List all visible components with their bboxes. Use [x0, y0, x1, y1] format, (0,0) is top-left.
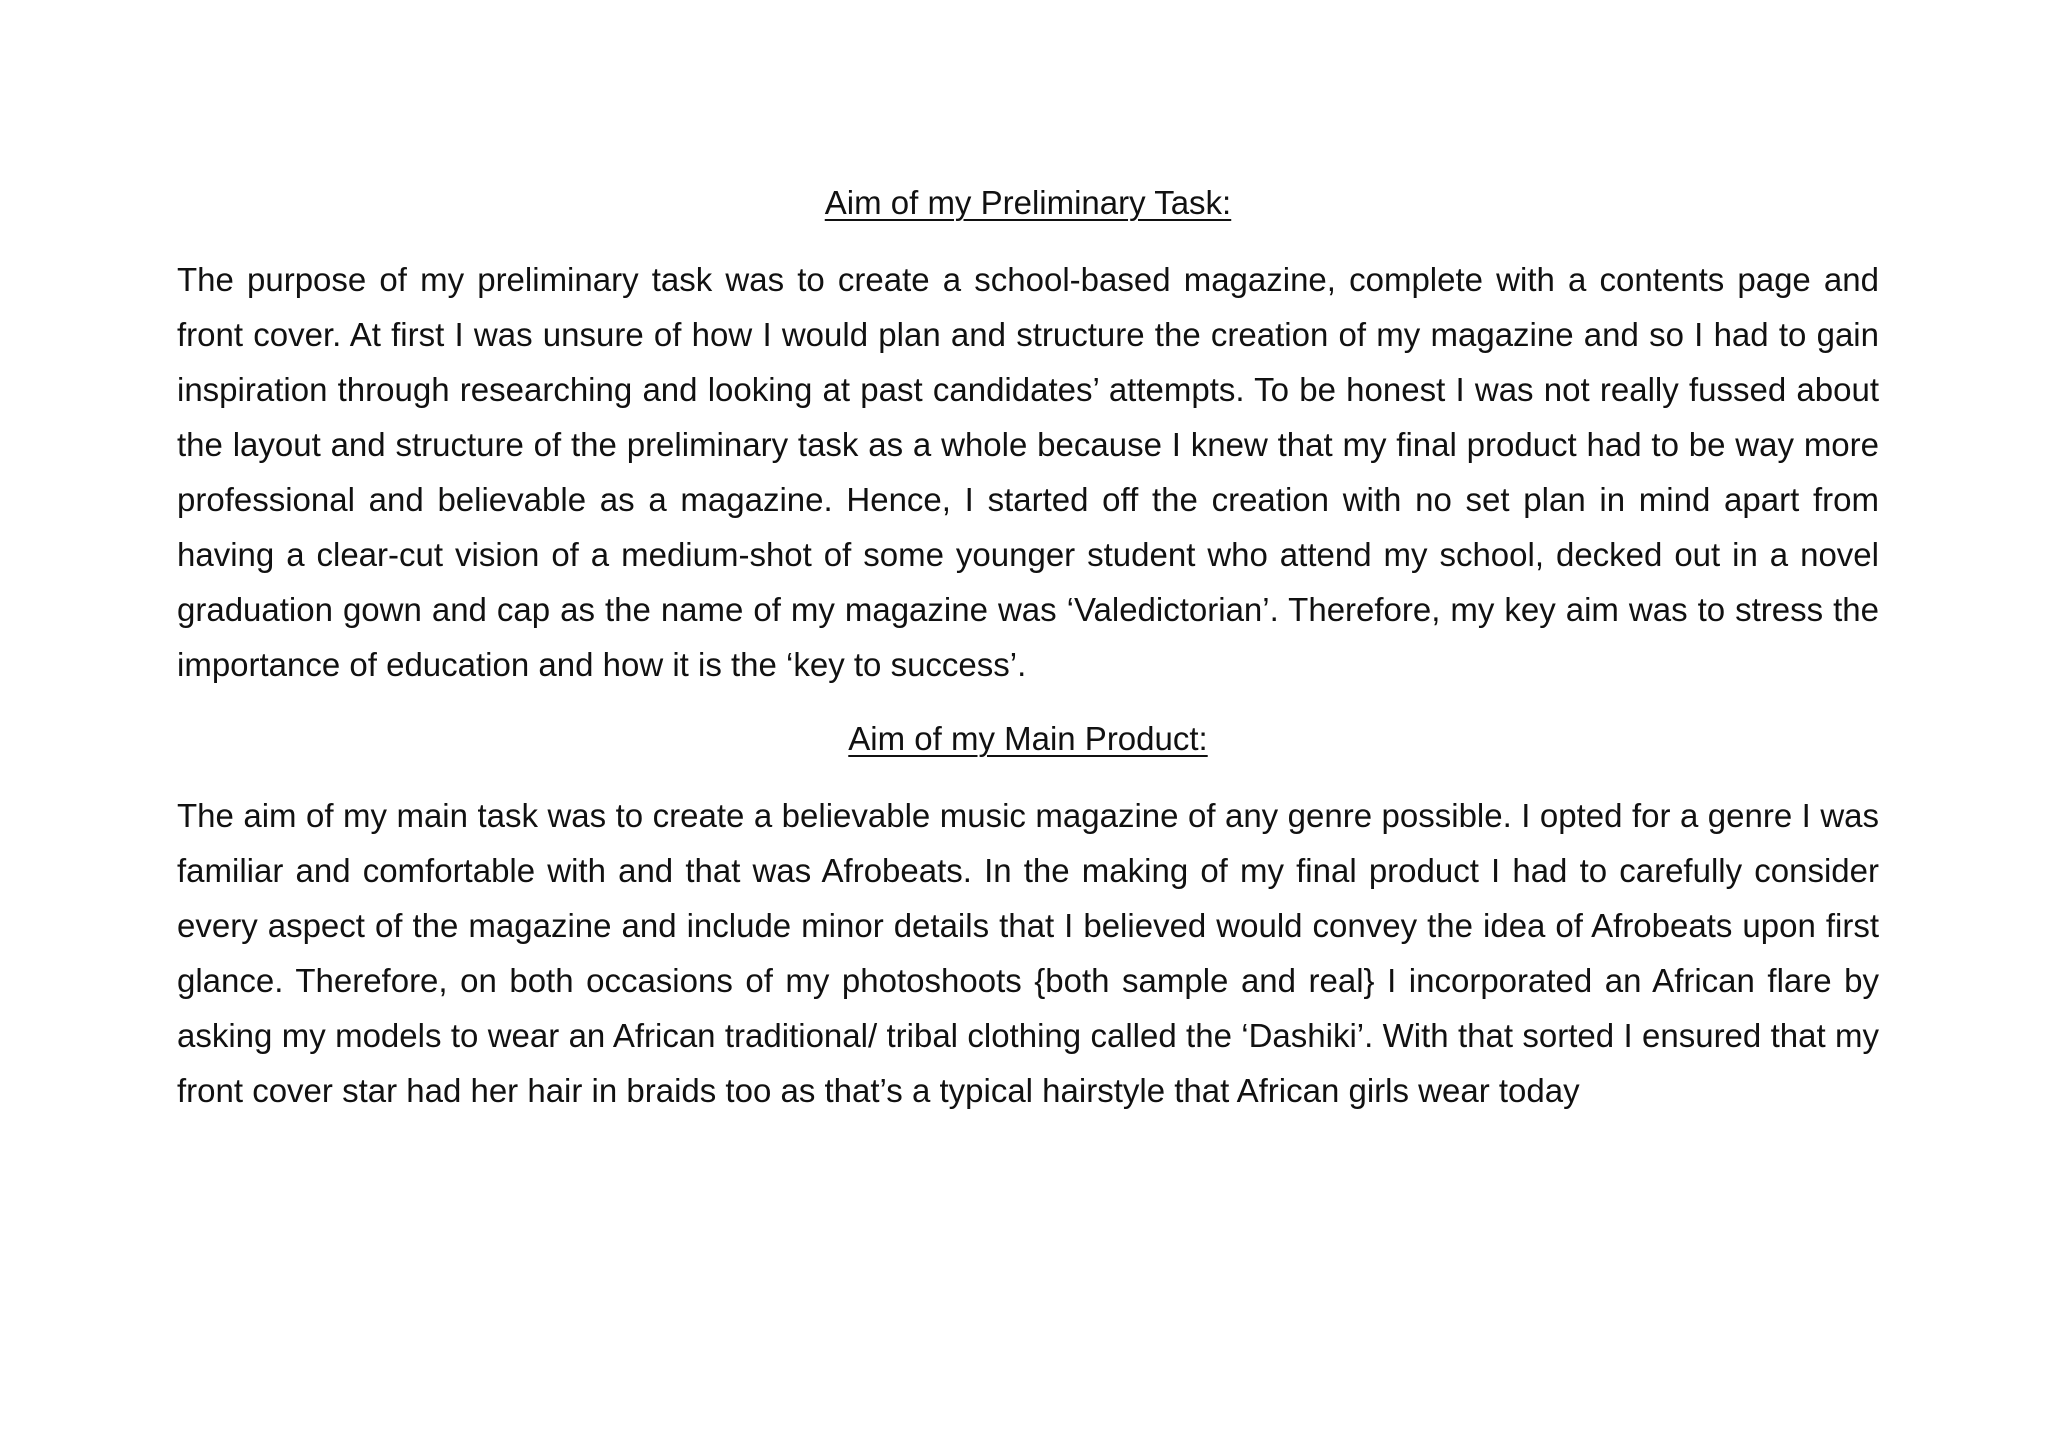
preliminary-task-heading-text: Aim of my Preliminary Task:	[824, 184, 1232, 221]
main-product-heading-text: Aim of my Main Product:	[848, 720, 1208, 757]
document-content	[177, 176, 1879, 1118]
preliminary-task-paragraph: The purpose of my preliminary task was to create a school-based magazine, complete with a contents page and front cover. At first I was unsure of how I would plan and structure the creation of my magazine and so I had to gain inspiration through researching and looking at past candidates’ attempts. To be honest I was not really fussed about the layout and structure of the preliminary task as a whole because I knew that my final product had to be way more professional and believable as a magazine. Hence, I started off the creation with no set plan in mind apart from having a clear-cut vision of a medium-shot of some younger student who attend my school, decked out in a novel graduation gown and cap as the name of my magazine was ‘Valedictorian’. Therefore, my key aim was to stress the importance of education and how it is the ‘key to success’.	[177, 261, 1879, 683]
preliminary-task-heading	[177, 176, 1879, 230]
main-product-paragraph: The aim of my main task was to create a believable music magazine of any genre possible. I opted for a genre I was familiar and comfortable with and that was Afrobeats. In the making of my final product I had to carefully consider every aspect of the magazine and include minor details that I believed would convey the idea of Afrobeats upon first glance. Therefore, on both occasions of my photoshoots {both sample and real} I incorporated an African flare by asking my models to wear an African traditional/ tribal clothing called the ‘Dashiki’. With that sorted I ensured that my front cover star had her hair in braids too as that’s a typical hairstyle that African girls wear today	[177, 797, 1879, 1109]
main-product-heading	[177, 712, 1879, 766]
